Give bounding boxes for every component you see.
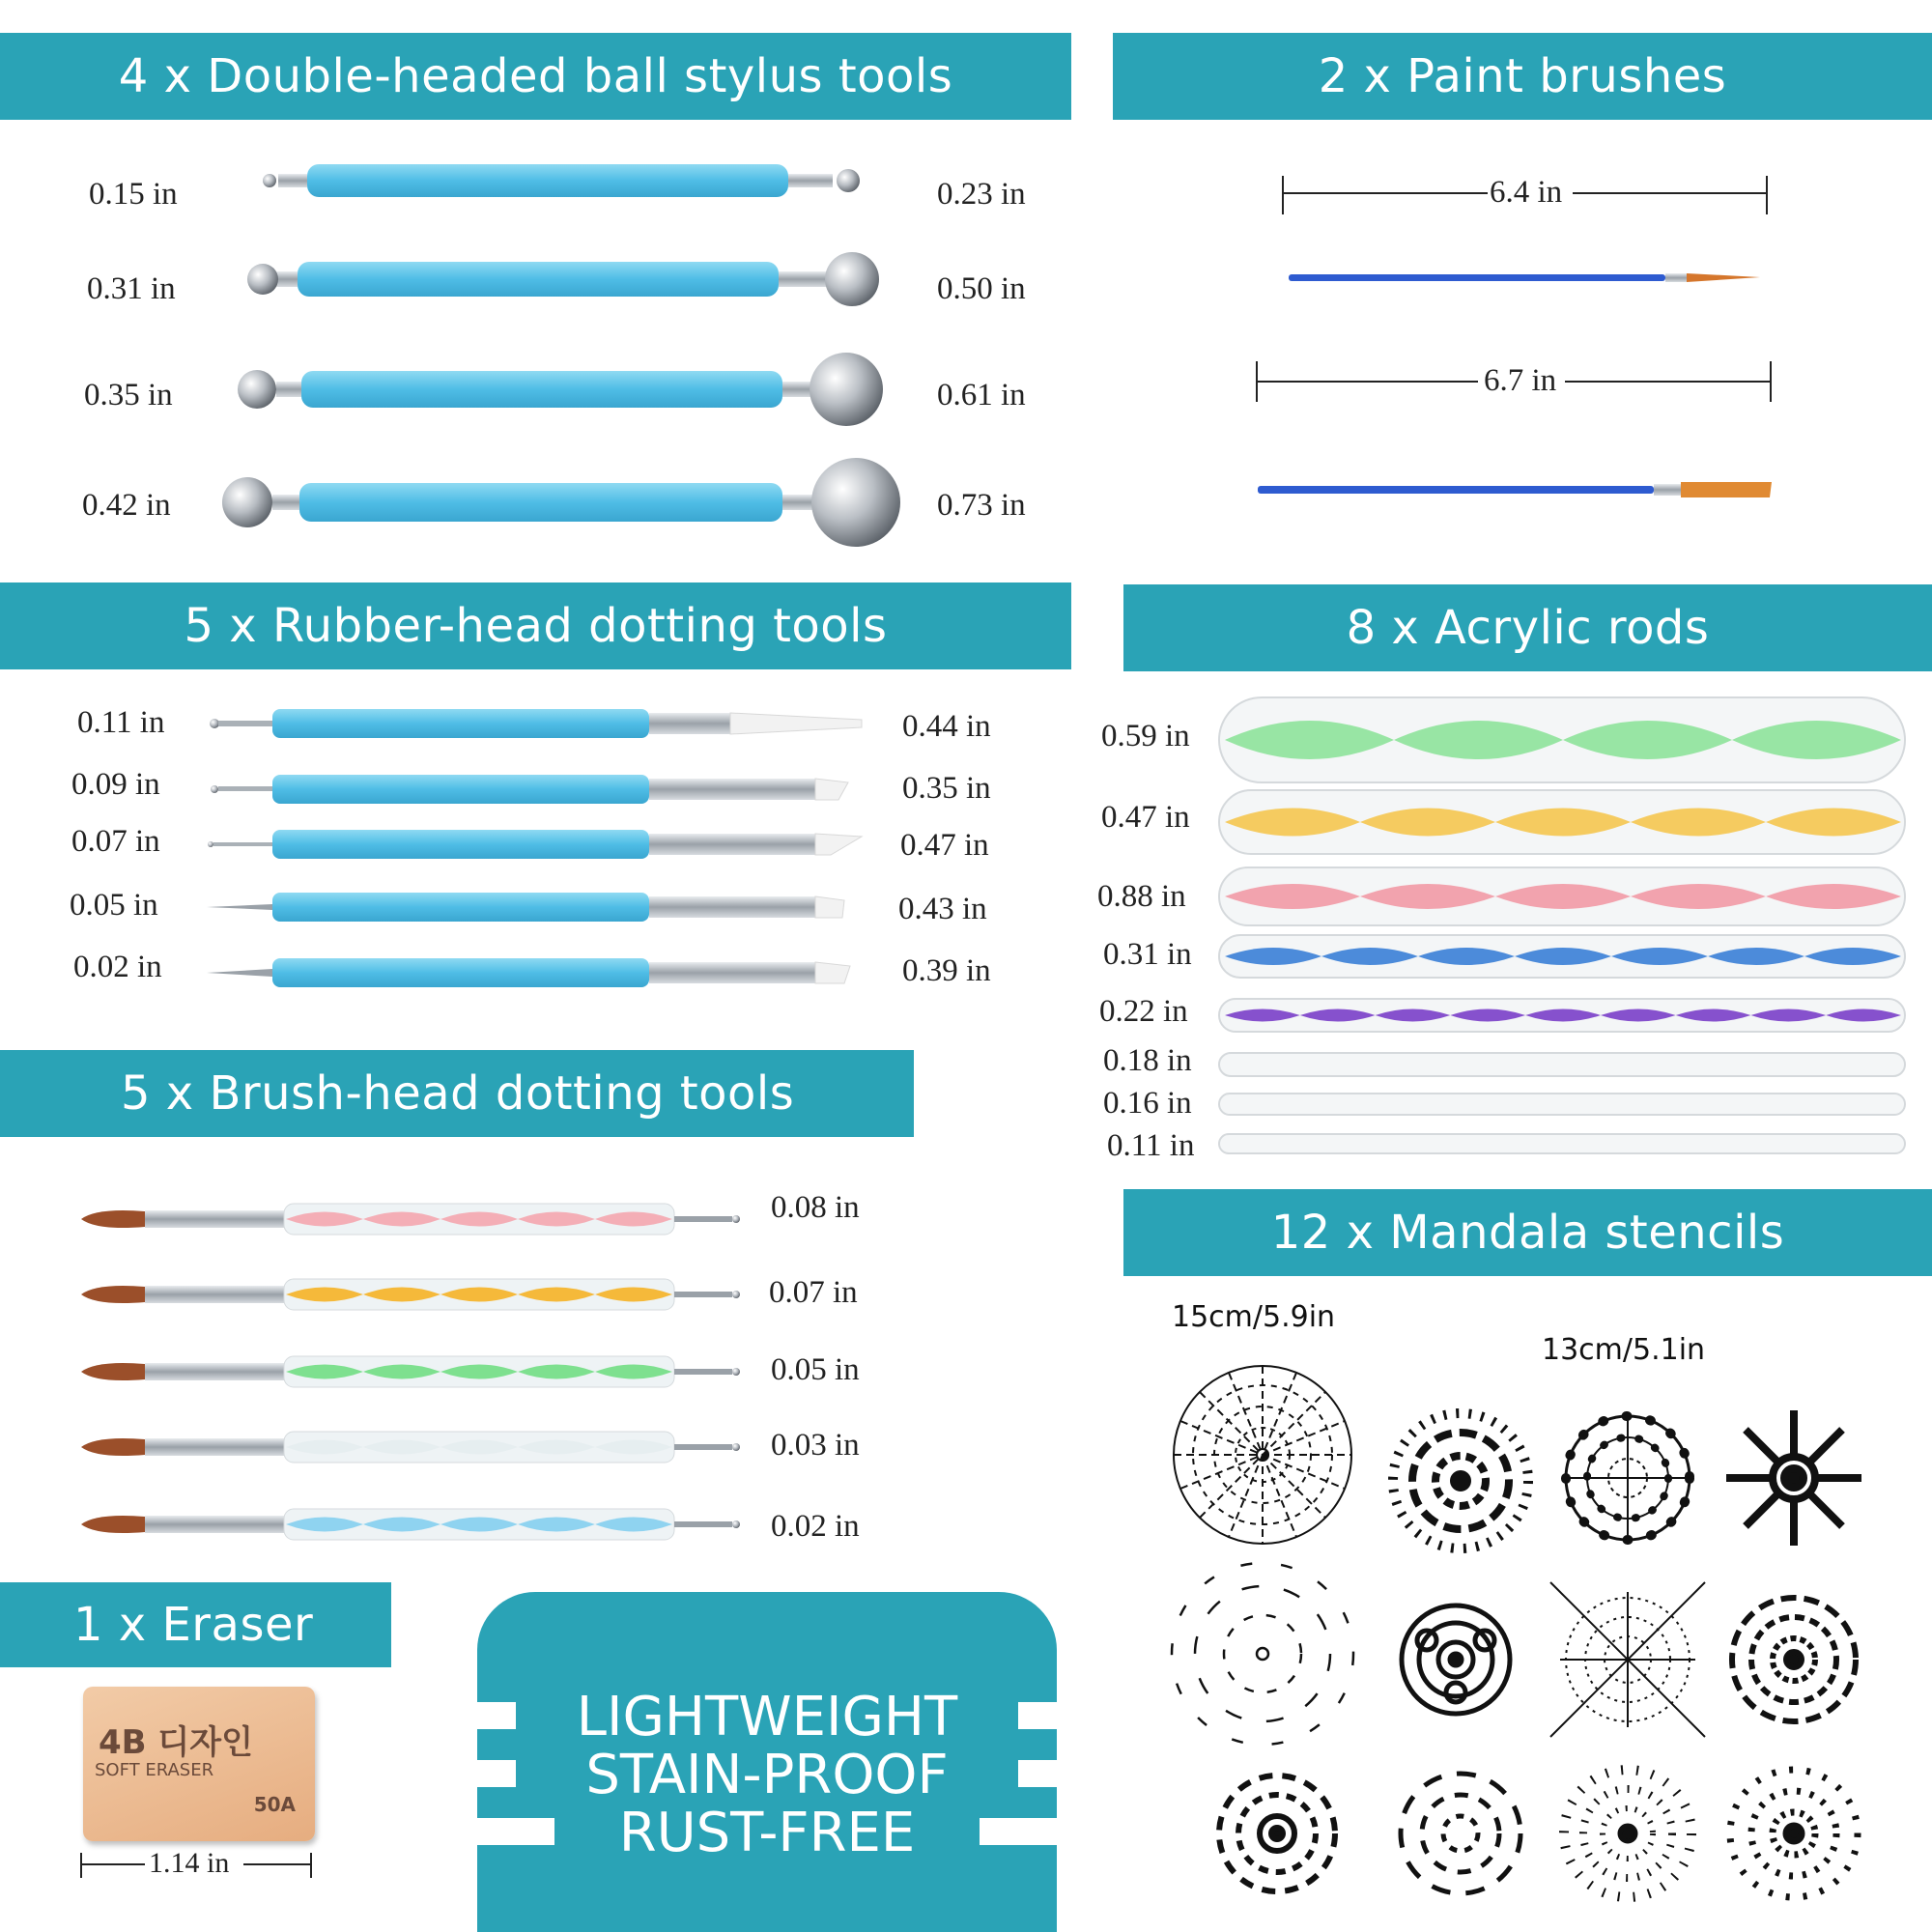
brush-dotting-size-4: 0.03 in	[771, 1428, 860, 1463]
stencil-large	[1174, 1366, 1351, 1544]
promo-bar-right-2	[1018, 1760, 1057, 1787]
acrylic-rod-8	[1219, 1134, 1905, 1153]
acrylic-rod-2	[1219, 790, 1905, 854]
rubber-dotting-tool-5	[207, 958, 850, 987]
acrylic-rod-6	[1219, 1053, 1905, 1076]
eraser-width-label: 1.14 in	[149, 1847, 230, 1879]
feature-stain-proof: STAIN-PROOF	[585, 1744, 949, 1806]
acrylic-rods-title: 8 x Acrylic rods	[1346, 601, 1710, 655]
acrylic-rod-size-5: 0.22 in	[1099, 994, 1188, 1029]
ball-stylus-left-size-4: 0.42 in	[82, 488, 171, 523]
acrylic-rod-5	[1219, 999, 1905, 1032]
acrylic-rod-size-4: 0.31 in	[1103, 937, 1192, 972]
promo-bar-left-2	[477, 1760, 516, 1787]
feature-rust-free: RUST-FREE	[618, 1802, 916, 1864]
acrylic-rod-size-6: 0.18 in	[1103, 1043, 1192, 1078]
rubber-dotting-right-size-1: 0.44 in	[902, 709, 991, 744]
brush-dotting-size-3: 0.05 in	[771, 1352, 860, 1387]
acrylic-rod-size-3: 0.88 in	[1097, 879, 1186, 914]
stencil-web	[1550, 1582, 1705, 1737]
eraser-image	[83, 1687, 315, 1841]
ball-stylus-right-size-2: 0.50 in	[937, 271, 1026, 306]
stencil-grid	[1172, 1366, 1861, 1897]
rubber-dotting-left-size-2: 0.09 in	[71, 767, 160, 802]
brush-dotting-size-1: 0.08 in	[771, 1190, 860, 1225]
stencil-ornate-1	[1732, 1598, 1856, 1721]
acrylic-rod-size-7: 0.16 in	[1103, 1086, 1192, 1121]
ball-stylus-tool-2	[247, 252, 879, 306]
ball-stylus-title: 4 x Double-headed ball stylus tools	[118, 49, 953, 103]
brush-dotting-size-5: 0.02 in	[771, 1509, 860, 1544]
ball-stylus-right-size-4: 0.73 in	[937, 488, 1026, 523]
rubber-dotting-title: 5 x Rubber-head dotting tools	[184, 599, 888, 653]
rubber-dotting-right-size-4: 0.43 in	[898, 892, 987, 926]
brush-dotting-tool-3	[81, 1356, 740, 1387]
acrylic-rods-group	[1219, 697, 1905, 1153]
ball-stylus-tool-3	[238, 353, 883, 426]
eraser-title: 1 x Eraser	[73, 1598, 314, 1652]
acrylic-rod-size-2: 0.47 in	[1101, 800, 1190, 835]
rubber-dotting-tool-2	[211, 775, 848, 804]
stencil-small-size: 13cm/5.1in	[1542, 1333, 1706, 1367]
ball-stylus-left-size-1: 0.15 in	[89, 177, 178, 212]
stencil-rays	[1172, 1563, 1353, 1745]
promo-bar-left-1	[477, 1702, 516, 1729]
brush-dotting-tool-4	[81, 1432, 740, 1463]
brush-dotting-tool-1	[81, 1204, 740, 1235]
paint-brush-length-1: 6.4 in	[1490, 175, 1563, 210]
rubber-dotting-left-size-5: 0.02 in	[73, 950, 162, 984]
ball-stylus-right-size-3: 0.61 in	[937, 378, 1026, 412]
stencil-spikes	[1730, 1770, 1858, 1897]
rubber-dotting-tool-4	[207, 893, 844, 922]
stencil-knot	[1402, 1605, 1510, 1714]
ball-stylus-right-size-1: 0.23 in	[937, 177, 1026, 212]
ball-stylus-tool-4	[222, 458, 900, 547]
rubber-dotting-tool-1	[210, 709, 862, 738]
stencil-flower-1	[1393, 1413, 1528, 1548]
paint-brush-length-2: 6.7 in	[1484, 363, 1557, 398]
ball-stylus-left-size-2: 0.31 in	[87, 271, 176, 306]
eraser-brand: 4B 디자인	[99, 1723, 253, 1762]
rubber-dotting-right-size-2: 0.35 in	[902, 771, 991, 806]
stencil-snowflake	[1726, 1410, 1861, 1546]
stencil-dots-1	[1566, 1416, 1690, 1540]
brush-dotting-tools-group	[81, 1204, 740, 1540]
ball-stylus-left-size-3: 0.35 in	[84, 378, 173, 412]
acrylic-rod-size-8: 0.11 in	[1107, 1128, 1195, 1163]
rubber-dotting-right-size-3: 0.47 in	[900, 828, 989, 863]
stencil-large-size: 15cm/5.9in	[1172, 1300, 1336, 1334]
acrylic-rod-3	[1219, 867, 1905, 925]
paint-brush-1	[1289, 273, 1760, 282]
eraser-code: 50A	[253, 1793, 296, 1816]
stencil-ornate-2	[1219, 1776, 1335, 1891]
promo-bar-right-1	[1018, 1702, 1057, 1729]
acrylic-rod-4	[1219, 935, 1905, 978]
eraser-subtitle: SOFT ERASER	[95, 1760, 214, 1780]
acrylic-rod-size-1: 0.59 in	[1101, 719, 1190, 753]
rubber-dotting-left-size-1: 0.11 in	[77, 705, 165, 740]
brush-dotting-tool-5	[81, 1509, 740, 1540]
brush-dotting-tool-2	[81, 1279, 740, 1310]
stencil-sunburst	[1564, 1770, 1691, 1897]
brush-dotting-title: 5 x Brush-head dotting tools	[121, 1066, 795, 1121]
acrylic-rod-7	[1219, 1094, 1905, 1115]
rubber-dotting-left-size-3: 0.07 in	[71, 824, 160, 859]
features-text	[516, 1686, 1018, 1864]
rubber-dotting-left-size-4: 0.05 in	[70, 888, 158, 923]
ball-stylus-tool-1	[263, 164, 860, 197]
feature-lightweight: LIGHTWEIGHT	[576, 1686, 958, 1748]
paint-brushes-title: 2 x Paint brushes	[1318, 49, 1727, 103]
features-badge	[477, 1592, 1057, 1932]
paint-brush-2	[1258, 482, 1772, 497]
rubber-dotting-tool-3	[208, 830, 862, 859]
acrylic-rod-1	[1219, 697, 1905, 782]
brush-dotting-size-2: 0.07 in	[769, 1275, 858, 1310]
stencils-title: 12 x Mandala stencils	[1270, 1206, 1785, 1260]
rubber-dotting-right-size-5: 0.39 in	[902, 953, 991, 988]
stencil-swirl	[1401, 1774, 1520, 1893]
